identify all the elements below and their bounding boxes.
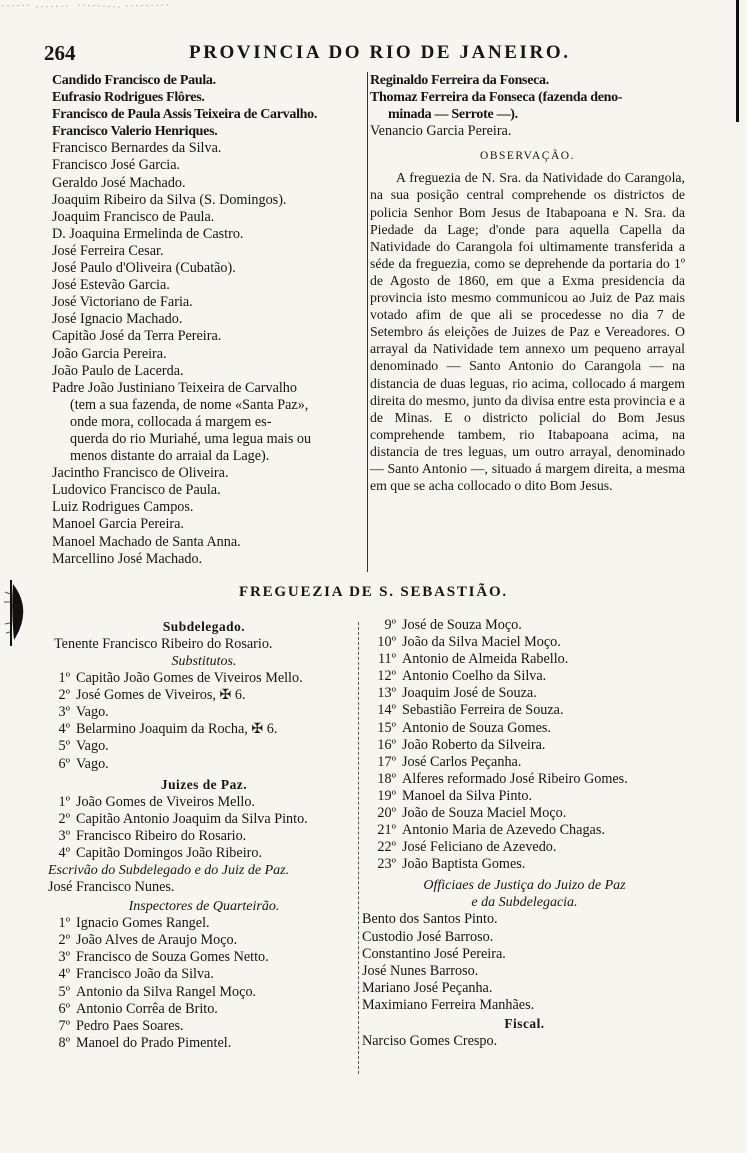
list-item [362,617,687,634]
item-number: 19º [377,787,396,804]
item-number: 22º [377,839,396,856]
sebastiao-right-column [362,617,687,1050]
list-item: Custodio José Barroso. [362,928,494,945]
item-number: 4º [58,721,70,738]
item-number: 14º [377,702,396,719]
item-number: 4º [58,844,70,861]
item-text: Belarmino Joaquim da Rocha, ✠ 6. [76,721,278,738]
officiaes-heading-1: Officiaes de Justiça do Juizo de Paz [423,878,626,894]
item-text: Sebastião Ferreira de Souza. [402,702,564,719]
item-number: 20º [377,805,396,822]
list-item [362,839,687,856]
list-item: Francisco José Garcia. [52,157,181,174]
item-number: 5º [58,983,70,1000]
list-item [48,1001,360,1018]
item-text: Antonio Coelho da Silva. [402,668,547,685]
list-item [362,702,687,719]
item-text: Antonio Corrêa de Brito. [76,1000,218,1017]
list-item [362,771,687,788]
list-item [362,822,687,839]
list-item [48,756,360,773]
list-item [362,737,687,754]
list-item: Manoel Garcia Pereira. [52,516,184,533]
item-text: João Gomes de Viveiros Mello. [76,793,255,810]
item-number: 17º [377,753,396,770]
list-item [362,754,687,771]
right-column-names [370,72,685,140]
list-item: José Victoriano de Faria. [52,294,193,311]
list-item: José Nunes Barroso. [362,962,479,979]
item-number: 6º [58,1000,70,1017]
item-text: João Alves de Araujo Moço. [76,932,238,949]
item-number: 2º [58,810,70,827]
list-item: Francisco de Paula Assis Teixeira de Carvalho. [52,107,318,123]
inspectores-heading: Inspectores de Quarteirão. [128,899,280,915]
juizes-list [48,794,360,862]
item-number: 13º [377,685,396,702]
list-item [48,687,360,704]
item-text: Capitão Antonio Joaquim da Silva Pinto. [76,810,308,827]
subdelegado-heading: Subdelegado. [162,619,246,634]
sebastiao-left-column [48,617,360,1052]
item-number: 3º [58,827,70,844]
page-number: 264 [44,41,76,65]
list-item: Mariano José Peçanha. [362,979,493,996]
list-item: Geraldo José Machado. [52,174,186,191]
item-text: Antonio da Silva Rangel Moço. [76,983,257,1000]
list-item [48,738,360,755]
fiscal-name: Narciso Gomes Crespo. [362,1032,498,1049]
item-text: José de Souza Moço. [402,617,522,633]
list-item [48,1035,360,1052]
fiscal-heading: Fiscal. [504,1015,545,1031]
page-title: PROVINCIA DO RIO DE JANEIRO. [189,42,571,63]
list-item [48,828,360,845]
list-item: Ludovico Francisco de Paula. [52,482,221,499]
item-text: Capitão Domingos João Ribeiro. [76,844,262,861]
list-item [362,651,687,668]
item-text: Joaquim José de Souza. [402,685,537,702]
list-item: Eufrasio Rodrigues Flôres. [52,90,205,106]
item-text: João de Souza Maciel Moço. [402,805,567,822]
list-item: menos distante do arraial da Lage). [70,448,270,465]
item-text: Alferes reformado José Ribeiro Gomes. [402,770,628,787]
list-item [48,670,360,687]
item-text: Francisco de Souza Gomes Netto. [76,949,269,966]
item-number: 8º [58,1034,70,1051]
item-number: 16º [377,736,396,753]
list-item: Thomaz Ferreira da Fonseca (fazenda deno- [370,90,623,106]
subdelegado-name: Tenente Francisco Ribeiro do Rosario. [54,636,273,652]
item-text: Manoel da Silva Pinto. [402,787,533,804]
escrivao-name: José Francisco Nunes. [48,879,175,896]
item-number: 23º [377,856,396,873]
list-item: José Ferreira Cesar. [52,242,164,259]
item-number: 2º [58,932,70,949]
list-item: minada — Serrote —). [388,107,518,123]
item-text: Ignacio Gomes Rangel. [76,915,210,932]
list-item: Padre João Justiniano Teixeira de Carvalho [52,379,297,396]
list-item [48,811,360,828]
item-number: 15º [377,719,396,736]
list-item [48,704,360,721]
item-number: 12º [377,668,396,685]
list-item: Francisco Valerio Henriques. [52,124,218,140]
inspectores-list [48,915,360,1052]
list-item [48,845,360,862]
observacao-text: A freguezia de N. Sra. da Natividade do Carangola, na sua posição central comprehende os districtos de policia Senhor Bom Jesus de Itabapoana e N. Sra. da Piedade da Lage; d'onde para aquella Capella da Natividade do Carangola foi ultimamente transferida a séde da freguezia, como se deprehende da portaria do 1º de Agosto de 1860, em que a Exma presidencia da provincia isto mesmo communicou ao Juiz de Paz mais votado afim de que ali se procedesse no dia 7 de Setembro ás eleições de Juizes de Paz e Vereadores. O arrayal da Natividade tem annexo um pequeno arrayal denominado — Santo Antonio do Carangola — na distancia de duas leguas, rio acima, collocado á margem direita do mesmo, junto da divisa entre esta provincia e a de Minas. E o districto policial do Bom Jesus comprehende tambem, rio Itabapoana acima, na distancia de tres leguas, um outro arrayal, denominado — Santo Antonio —, situado á margem direita, a mesma em que se acha collocado o dito Bom Jesus. [370,170,685,494]
officiaes-list [362,911,687,1014]
list-item: João Garcia Pereira. [52,345,167,362]
escrivao-heading: Escrivão do Subdelegado e do Juiz de Paz. [48,863,290,879]
list-item [362,685,687,702]
list-item: Bento dos Santos Pinto. [362,911,498,928]
item-text: Antonio de Souza Gomes. [402,719,551,736]
item-number: 1º [58,793,70,810]
list-item: Manoel Machado de Santa Anna. [52,533,241,550]
item-text: João Roberto da Silveira. [402,736,546,753]
item-text: João Baptista Gomes. [402,856,526,873]
item-text: José Feliciano de Azevedo. [402,839,557,856]
item-text: Manoel do Prado Pimentel. [76,1034,232,1051]
item-text: João da Silva Maciel Moço. [402,634,561,651]
item-text: Francisco João da Silva. [76,966,214,983]
list-item [48,984,360,1001]
item-number: 21º [377,822,396,839]
item-text: Vago. [76,755,109,772]
list-item: José Paulo d'Oliveira (Cubatão). [52,260,236,277]
list-item [362,805,687,822]
item-number: 1º [58,670,70,687]
list-item: querda do rio Muriahé, uma legua mais ou [70,430,312,447]
item-number: 2º [58,687,70,704]
item-text: Antonio Maria de Azevedo Chagas. [402,822,605,839]
list-item [48,794,360,811]
list-item [362,634,687,651]
column-divider-bottom [358,622,359,1074]
list-item [48,932,360,949]
item-number: 6º [58,755,70,772]
list-item [48,1018,360,1035]
juizes-heading: Juizes de Paz. [160,776,248,792]
list-item: onde mora, collocada á margem es- [70,413,272,430]
left-column-names [52,72,364,568]
list-item: D. Joaquina Ermelinda de Castro. [52,225,244,242]
substitutos-heading: Substitutos. [171,654,237,670]
binding-edge-rule [736,0,739,122]
list-item: Joaquim Ribeiro da Silva (S. Domingos). [52,191,287,208]
list-item [362,788,687,805]
list-item [362,720,687,737]
list-item: Jacintho Francisco de Oliveira. [52,465,229,482]
list-item: Constantino José Pereira. [362,945,506,962]
item-text: Pedro Paes Soares. [76,1017,184,1034]
list-item: Luiz Rodrigues Campos. [52,499,194,516]
item-number: 3º [58,704,70,721]
item-text: José Carlos Peçanha. [402,753,522,770]
item-number: 1º [58,915,70,932]
list-item [48,721,360,738]
observacao-title: OBSERVAÇÃO. [480,150,575,163]
item-number: 7º [58,1017,70,1034]
item-number: 5º [58,738,70,755]
list-item: José Ignacio Machado. [52,311,183,328]
substitutos-list [48,670,360,773]
list-item [362,856,687,873]
list-item: Venancio Garcia Pereira. [370,123,512,140]
item-text: Francisco Ribeiro do Rosario. [76,827,247,844]
item-number: 3º [58,949,70,966]
right-column [370,72,685,494]
list-item: Reginaldo Ferreira da Fonseca. [370,73,549,88]
item-text: Capitão João Gomes de Viveiros Mello. [76,670,303,687]
list-item: Marcellino José Machado. [52,550,203,567]
item-number: 4º [58,966,70,983]
list-item: Joaquim Francisco de Paula. [52,208,215,225]
item-text: Vago. [76,738,109,755]
item-number: 10º [377,634,396,651]
list-item: Candido Francisco de Paula. [52,73,216,88]
item-number: 9º [384,617,396,633]
list-item: Francisco Bernardes da Silva. [52,140,222,157]
list-item [48,966,360,983]
inspectores-list-cont [362,617,687,873]
list-item: João Paulo de Lacerda. [52,362,184,379]
item-text: Antonio de Almeida Rabello. [402,651,569,668]
column-divider-top [367,72,368,572]
list-item: José Estevão Garcia. [52,277,170,294]
list-item [48,915,360,932]
item-text: José Gomes de Viveiros, ✠ 6. [76,687,246,704]
scan-noise [0,2,200,10]
officiaes-heading-2: e da Subdelegacia. [471,895,578,911]
list-item: Maximiano Ferreira Manhães. [362,996,535,1013]
list-item [362,668,687,685]
item-text: Vago. [76,704,109,721]
list-item: (tem a sua fazenda, de nome «Santa Paz», [70,396,309,413]
item-number: 18º [377,770,396,787]
item-number: 11º [377,651,396,668]
list-item [48,949,360,966]
list-item: Capitão José da Terra Pereira. [52,328,222,345]
section-title: FREGUEZIA DE S. SEBASTIÃO. [239,584,508,600]
page-header [44,38,704,68]
